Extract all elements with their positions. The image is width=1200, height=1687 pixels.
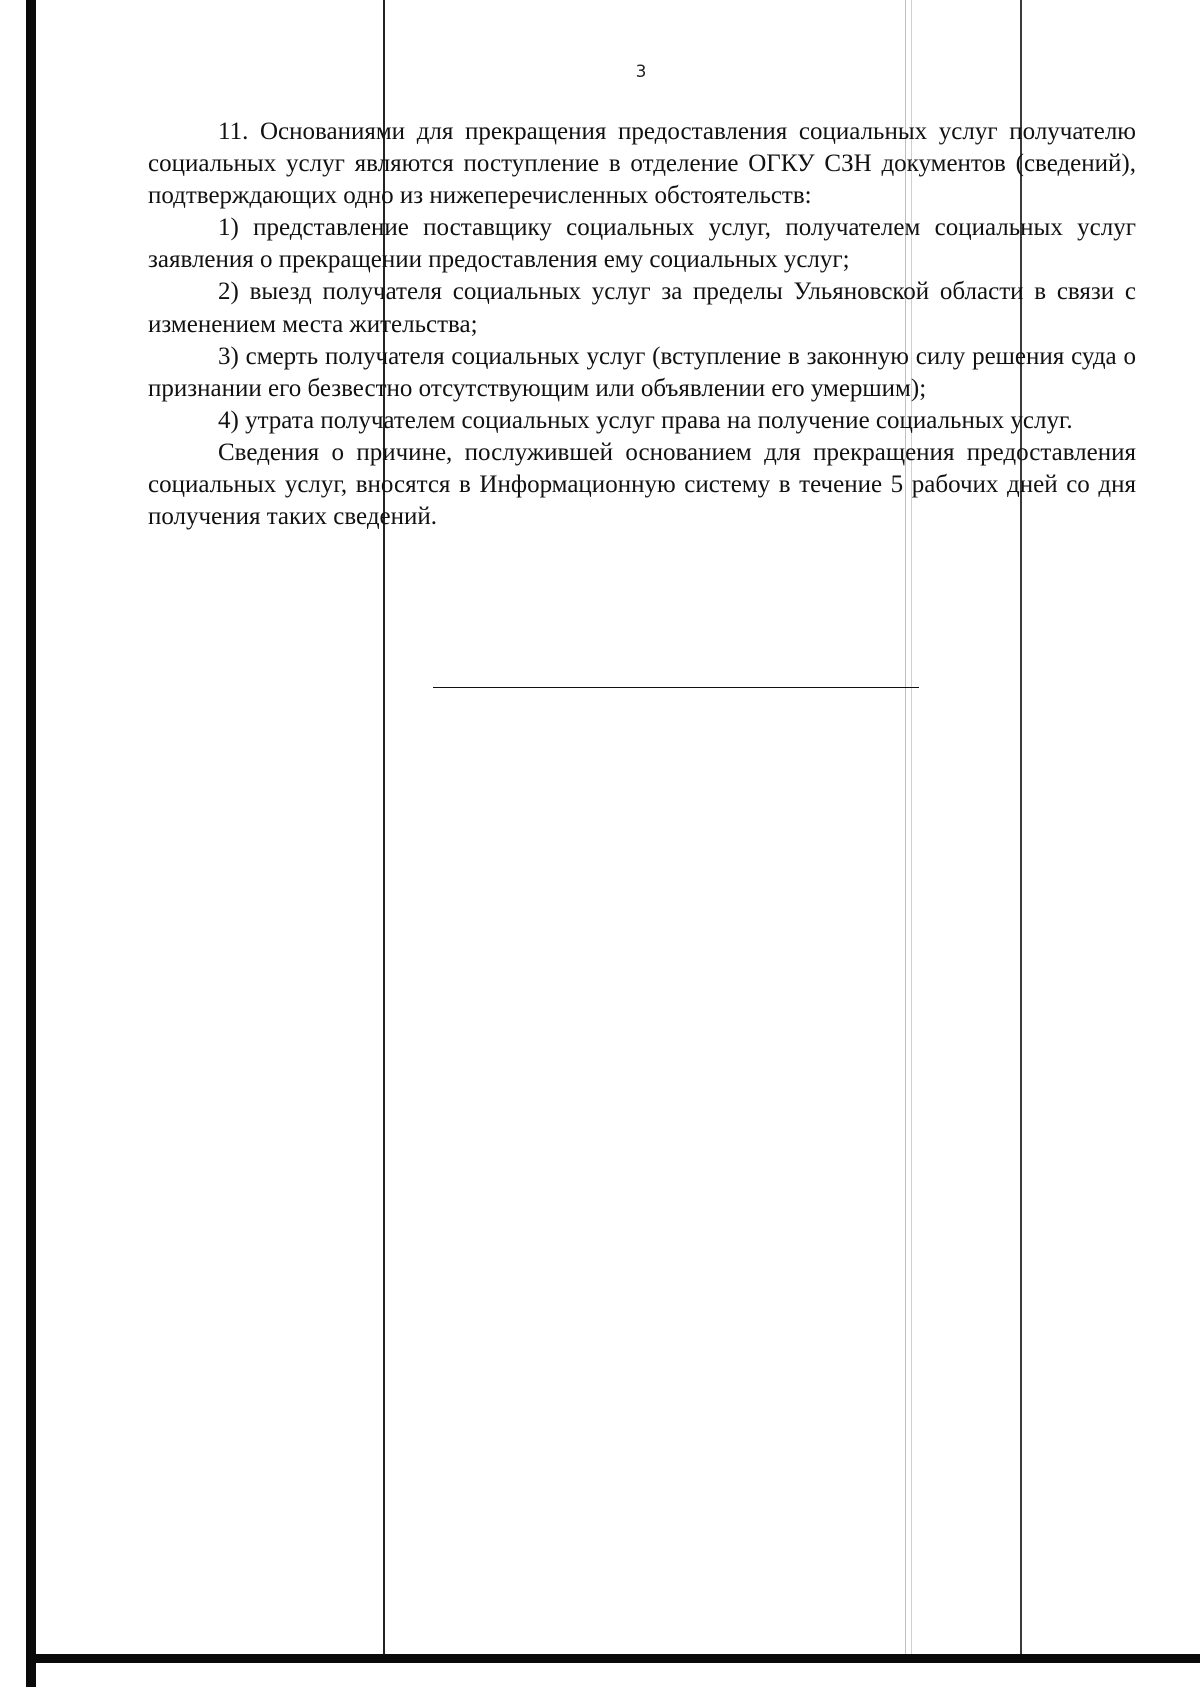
list-item-1: 1) представление поставщику социальных услуг, получателем социальных услуг заявления о прекращении предоставления ему социальных услуг; bbox=[148, 214, 1136, 274]
paragraph-11: 11. Основаниями для прекращения предоставления социальных услуг получателю социальных услуг являются поступление в отделение ОГКУ СЗН документов (сведений), подтверждающих одно из нижеперечисленных обстоятельств: bbox=[148, 118, 1136, 210]
end-of-document-rule bbox=[433, 687, 919, 688]
list-item-4: 4) утрата получателем социальных услуг права на получение социальных услуг. bbox=[218, 406, 1073, 434]
list-item-2: 2) выезд получателя социальных услуг за пределы Ульяновской области в связи с изменением места жительства; bbox=[148, 278, 1136, 338]
scan-left-edge bbox=[26, 0, 36, 1687]
page-number: 3 bbox=[635, 62, 647, 82]
list-item-3: 3) смерть получателя социальных услуг (вступление в законную силу решения суда о признании его безвестно отсутствующим или объявлении его умершим); bbox=[148, 342, 1136, 402]
scan-bottom-edge bbox=[26, 1654, 1200, 1663]
document-body bbox=[148, 116, 1136, 533]
closing-paragraph: Сведения о причине, послужившей основанием для прекращения предоставления социальных услуг, вносятся в Информационную систему в течение 5 рабочих дней со дня получения таких сведений. bbox=[148, 438, 1136, 531]
